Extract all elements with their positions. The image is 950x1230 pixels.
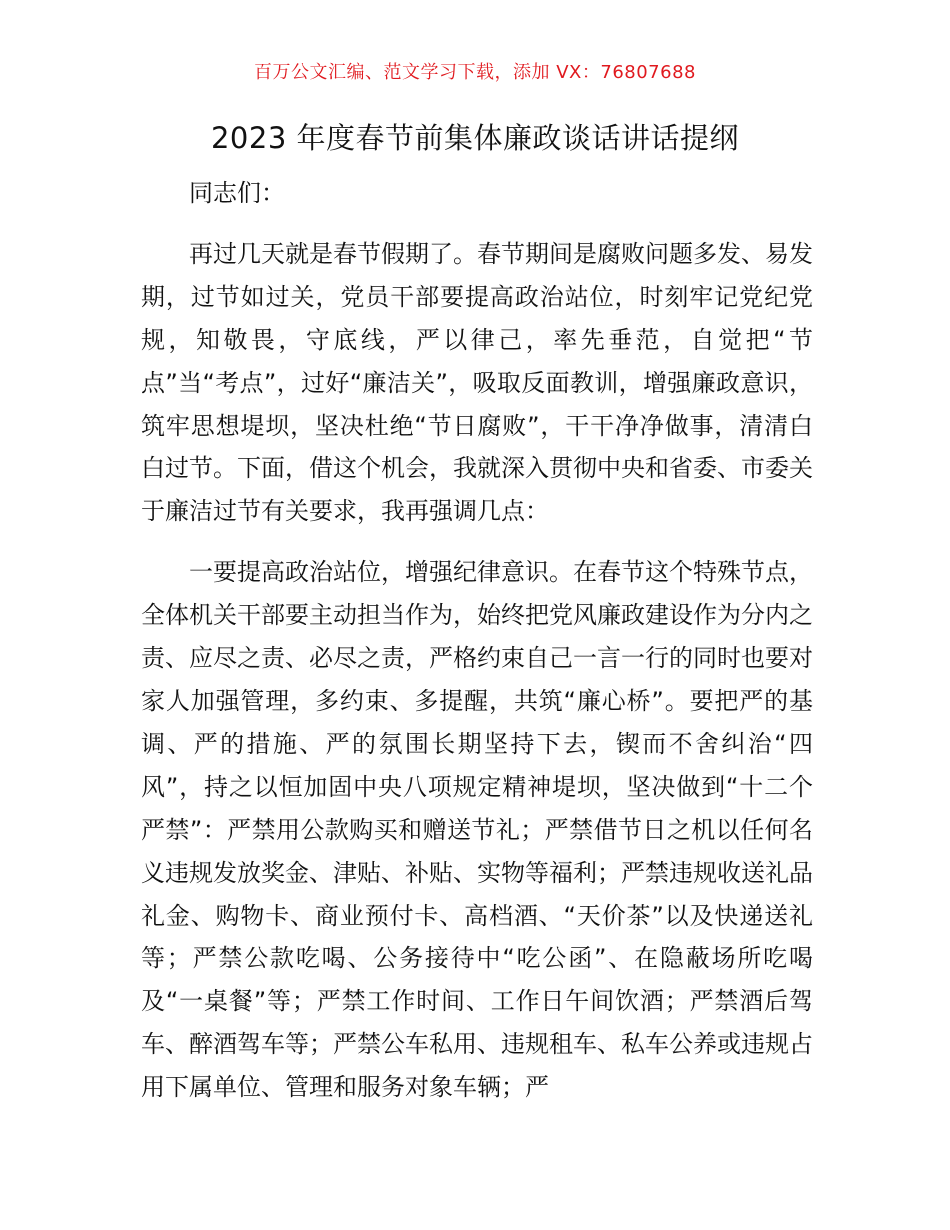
watermark-header: 百万公文汇编、范文学习下载，添加 VX：76807688 — [254, 62, 696, 83]
document-body — [141, 172, 813, 1109]
salutation: 同志们： — [189, 179, 285, 207]
paragraph-point-one: 一要提高政治站位，增强纪律意识。在春节这个特殊节点，全体机关干部要主动担当作为，始终把党风廉政建设作为分内之责、应尽之责、必尽之责，严格约束自己一言一行的同时也要对家人加强管理，多约束、多提醒，共筑“廉心桥”。要把严的基调、严的措施、严的氛围长期坚持下去，锲而不舍纠治“四风”，持之以恒加固中央八项规定精神堤坝，坚决做到“十二个严禁”：严禁用公款购买和赠送节礼；严禁借节日之机以任何名义违规发放奖金、津贴、补贴、实物等福利；严禁违规收送礼品礼金、购物卡、商业预付卡、高档酒、“天价茶”以及快递送礼等；严禁公款吃喝、公务接待中“吃公函”、在隐蔽场所吃喝及“一桌餐”等；严禁工作时间、工作日午间饮酒；严禁酒后驾车、醉酒驾车等；严禁公车私用、违规租车、私车公养或违规占用下属单位、管理和服务对象车辆；严 — [141, 558, 813, 1102]
paragraph-intro: 再过几天就是春节假期了。春节期间是腐败问题多发、易发期，过节如过关，党员干部要提高政治站位，时刻牢记党纪党规，知敬畏，守底线，严以律己，率先垂范，自觉把“节点”当“考点”，过好“廉洁关”，吸取反面教训，增强廉政意识，筑牢思想堤坝，坚决杜绝“节日腐败”，干干净净做事，清清白白过节。下面，借这个机会，我就深入贯彻中央和省委、市委关于廉洁过节有关要求，我再强调几点： — [141, 239, 813, 526]
document-title: 2023 年度春节前集体廉政谈话讲话提纲 — [210, 121, 740, 155]
